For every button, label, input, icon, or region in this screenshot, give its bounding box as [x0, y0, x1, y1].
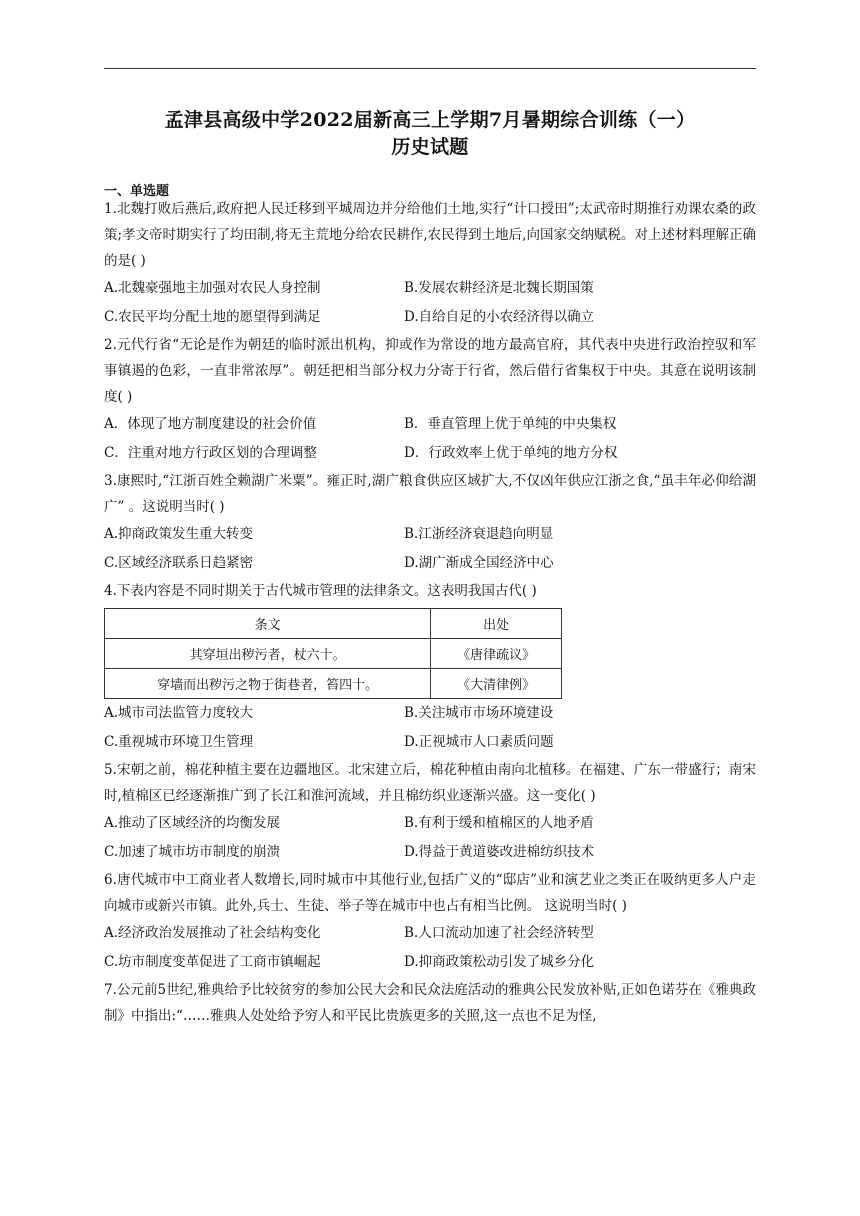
option-a: A.城市司法监管力度较大 — [104, 705, 254, 721]
option-c: C．注重对地方行政区划的合理调整 — [104, 445, 317, 461]
option-b: B.关注城市市场环境建设 — [404, 705, 554, 721]
question-stem: 4.下表内容是不同时期关于古代城市管理的法律条文。这表明我国古代( ) — [104, 583, 537, 599]
option-c: C.重视城市环境卫生管理 — [104, 734, 254, 750]
question-stem: 2.元代行省“无论是作为朝廷的临时派出机构，抑或作为常设的地方最高官府，其代表中央进行政治控驭和军事镇遏的色彩，一直非常浓厚”。朝廷把相当部分权力分寄于行省，然后借行省集权于中央。其意在说明该制度( ) — [104, 337, 756, 405]
option-d: D.抑商政策松动引发了城乡分化 — [404, 954, 595, 970]
question-2 — [104, 332, 756, 468]
option-a: A.推动了区域经济的均衡发展 — [104, 815, 281, 831]
option-c: C.坊市制度变革促进了工商市镇崛起 — [104, 954, 321, 970]
section-heading: 一、单选题 — [104, 184, 170, 199]
option-b: B．垂直管理上优于单纯的中央集权 — [404, 416, 617, 432]
option-c: C.区域经济联系日趋紧密 — [104, 555, 254, 571]
options — [104, 520, 756, 578]
option-b: B.江浙经济衰退趋向明显 — [404, 526, 554, 542]
option-a: A.经济政治发展推动了社会结构变化 — [104, 925, 321, 941]
option-a: A.抑商政策发生重大转变 — [104, 526, 254, 542]
table-cell: 其穿垣出秽污者，杖六十。 — [105, 639, 431, 669]
option-d: D．行政效率上优于单纯的地方分权 — [404, 445, 618, 461]
exam-subject: 历史试题 — [391, 136, 469, 158]
option-c: C.加速了城市坊市制度的崩溃 — [104, 844, 281, 860]
options — [104, 809, 756, 867]
option-c: C.农民平均分配土地的愿望得到满足 — [104, 309, 321, 325]
law-table — [104, 608, 562, 699]
option-b: B.人口流动加速了社会经济转型 — [404, 925, 594, 941]
options — [104, 699, 756, 757]
question-stem: 6.唐代城市中工商业者人数增长,同时城市中其他行业,包括广义的“邸店”业和演艺业之类正在吸纳更多人户走向城市或新兴市镇。此外,兵士、生徒、举子等在城市中也占有相当比例。 这说明当时( ) — [104, 872, 756, 914]
table-header-row — [105, 609, 562, 639]
option-a: A．体现了地方制度建设的社会价值 — [104, 416, 317, 432]
option-b: B.有利于缓和植棉区的人地矛盾 — [404, 815, 594, 831]
question-list — [104, 196, 756, 1029]
question-3 — [104, 468, 756, 578]
option-d: D.得益于黄道婆改进棉纺织技术 — [404, 844, 595, 860]
table-cell: 《唐律疏议》 — [431, 639, 562, 669]
option-d: D.湖广渐成全国经济中心 — [404, 555, 554, 571]
question-stem: 1.北魏打败后燕后,政府把人民迁移到平城周边并分给他们土地,实行“计口授田”;太武帝时期推行劝课农桑的政策;孝文帝时期实行了均田制,将无主荒地分给农民耕作,农民得到土地后,向国家交纳赋税。对上述材料理解正确的是( ) — [104, 201, 756, 269]
question-stem: 7.公元前5世纪,雅典给予比较贫穷的参加公民大会和民众法庭活动的雅典公民发放补贴,正如色诺芬在《雅典政制》中指出:“……雅典人处处给予穷人和平民比贵族更多的关照,这一点也不足为怪, — [104, 982, 756, 1024]
question-7 — [104, 977, 756, 1029]
question-4 — [104, 578, 756, 757]
table-cell: 《大清律例》 — [431, 669, 562, 699]
question-1 — [104, 196, 756, 332]
table-cell: 穿墙而出秽污之物于街巷者，笞四十。 — [105, 669, 431, 699]
question-stem: 3.康熙时,“江浙百姓全赖湖广米粟”。雍正时,湖广粮食供应区域扩大,不仅凶年供应江浙之食,“虽丰年必仰给湖广” 。这说明当时( ) — [104, 473, 756, 515]
options — [104, 410, 756, 468]
table-header: 条文 — [105, 609, 431, 639]
table-header: 出处 — [431, 609, 562, 639]
options — [104, 919, 756, 977]
header-rule — [104, 68, 756, 69]
exam-title: 孟津县高级中学2022届新高三上学期7月暑期综合训练（一） — [164, 109, 696, 131]
option-d: D.正视城市人口素质问题 — [404, 734, 554, 750]
question-6 — [104, 867, 756, 977]
option-b: B.发展农耕经济是北魏长期国策 — [404, 280, 594, 296]
option-a: A.北魏豪强地主加强对农民人身控制 — [104, 280, 321, 296]
question-stem: 5.宋朝之前，棉花种植主要在边疆地区。北宋建立后，棉花种植由南向北植移。在福建、广东一带盛行；南宋时,植棉区已经逐渐推广到了长江和淮河流域，并且棉纺织业逐渐兴盛。这一变化( ) — [104, 762, 756, 804]
table-row — [105, 669, 562, 699]
option-d: D.自给自足的小农经济得以确立 — [404, 309, 595, 325]
options — [104, 274, 756, 332]
question-5 — [104, 757, 756, 867]
table-row — [105, 639, 562, 669]
